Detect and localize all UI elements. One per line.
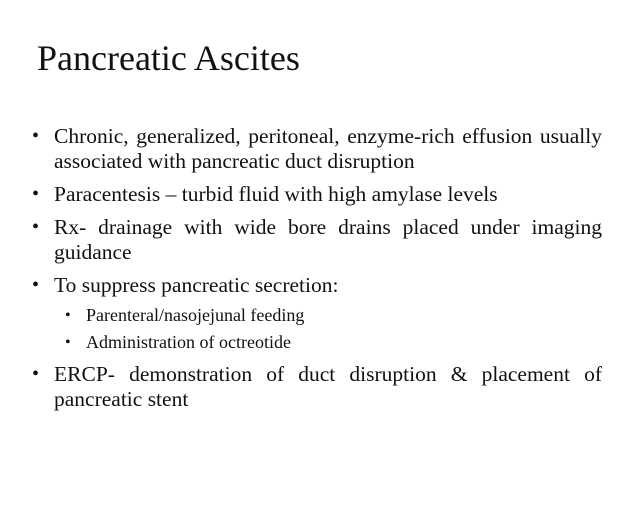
bullet-text: Rx- drainage with wide bore drains placed under imaging guidance: [54, 215, 602, 264]
sub-bullet-text: Parenteral/nasojejunal feeding: [86, 305, 305, 325]
bullet-list: [32, 124, 602, 420]
bullet-item: [32, 362, 602, 412]
bullet-glyph: •: [32, 125, 40, 147]
bullet-item: [32, 273, 602, 298]
bullet-text: To suppress pancreatic secretion:: [54, 273, 339, 297]
slide-title: Pancreatic Ascites: [37, 38, 300, 78]
bullet-glyph: •: [32, 216, 40, 238]
bullet-text: ERCP- demonstration of duct disruption & placement of pancreatic stent: [54, 362, 602, 411]
bullet-text: Chronic, generalized, peritoneal, enzyme-rich effusion usually associated with pancreatic duct disruption: [54, 124, 602, 173]
bullet-text: Paracentesis – turbid fluid with high amylase levels: [54, 182, 498, 206]
bullet-item: [32, 215, 602, 265]
sub-bullet-item: [32, 304, 602, 327]
bullet-item: [32, 124, 602, 174]
sub-bullet-item: [32, 331, 602, 354]
sub-bullet-glyph: •: [65, 334, 71, 351]
bullet-glyph: •: [32, 183, 40, 205]
sub-bullet-glyph: •: [65, 307, 71, 324]
bullet-glyph: •: [32, 274, 40, 296]
sub-bullet-text: Administration of octreotide: [86, 332, 291, 352]
bullet-glyph: •: [32, 363, 40, 385]
bullet-item: [32, 182, 602, 207]
